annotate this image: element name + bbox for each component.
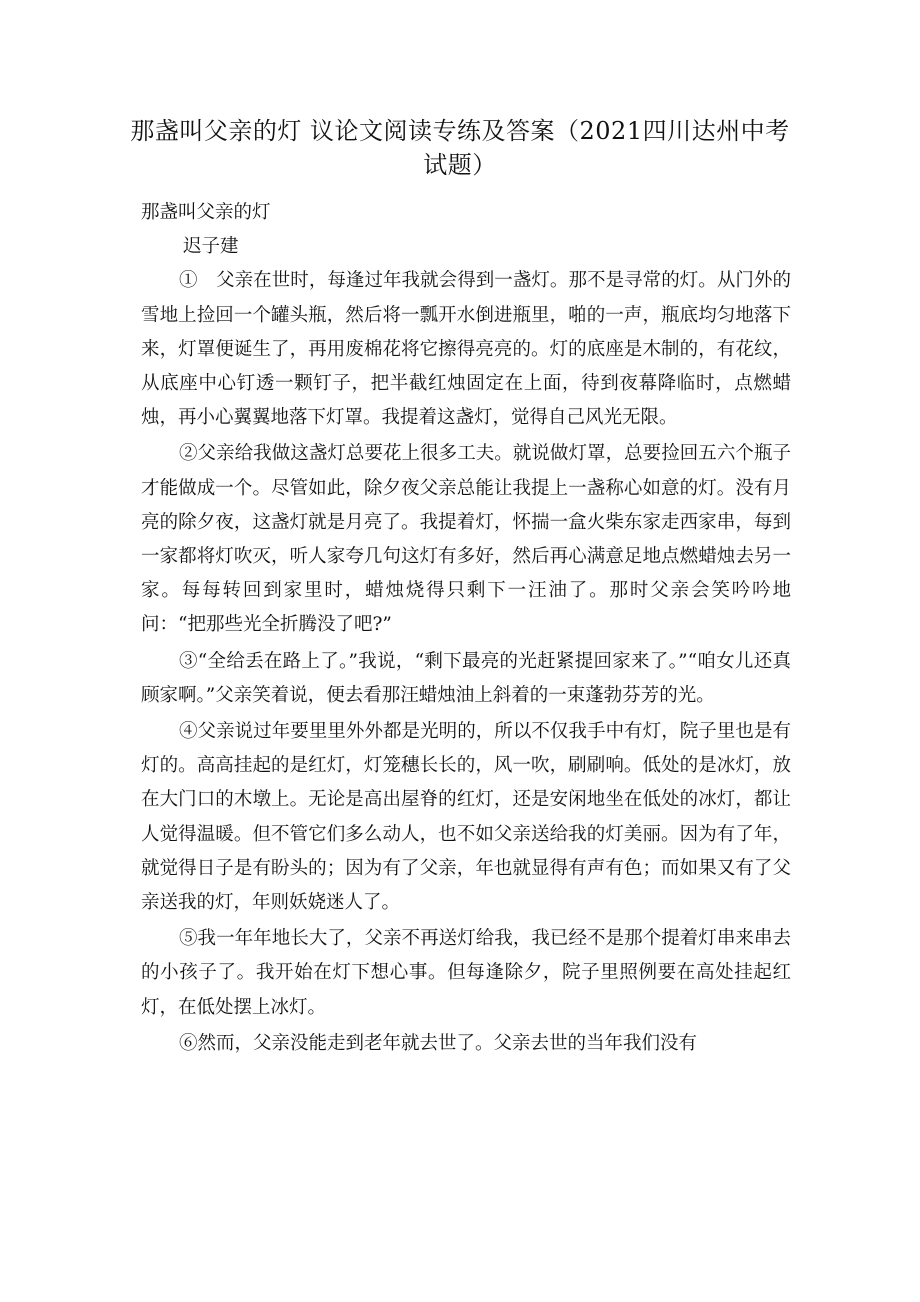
paragraph-3: ③“全给丢在路上了。”我说，“剩下最亮的光赶紧提回家来了。”“咱女儿还真顾家啊。”父亲笑着说，便去看那汪蜡烛油上斜着的一束蓬勃芬芳的光。 bbox=[141, 650, 791, 706]
paragraph-4: ④父亲说过年要里里外外都是光明的，所以不仅我手中有灯，院子里也是有灯的。高高挂起的是红灯，灯笼穗长长的，风一吹，刷刷响。低处的是冰灯，放在大门口的木墩上。无论是高出屋脊的红灯，还是安闲地坐在低处的冰灯，都让人觉得温暖。但不管它们多么动人，也不如父亲送给我的灯美丽。因为有了年，就觉得日子是有盼头的；因为有了父亲，年也就显得有声有色；而如果又有了父亲送我的灯，年则妖娆迷人了。 bbox=[141, 721, 791, 914]
article-title: 那盏叫父亲的灯 bbox=[141, 202, 271, 223]
paragraph-6: ⑥然而，父亲没能走到老年就去世了。父亲去世的当年我们没有 bbox=[179, 1032, 698, 1054]
paragraph-5: ⑤我一年年地长大了，父亲不再送灯给我，我已经不是那个提着灯串来串去的小孩子了。我开始在灯下想心事。但每逢除夕，院子里照例要在高处挂起红灯，在低处摆上冰灯。 bbox=[141, 928, 791, 1018]
article-author: 迟子建 bbox=[183, 236, 239, 258]
page-title: 那盏叫父亲的灯 议论文阅读专练及答案（2021四川达州中考试题） bbox=[130, 117, 790, 179]
paragraph-1: ① 父亲在世时，每逢过年我就会得到一盏灯。那不是寻常的灯。从门外的雪地上捡回一个罐头瓶，然后将一瓢开水倒进瓶里，啪的一声，瓶底均匀地落下来，灯罩便诞生了，再用废棉花将它擦得亮亮的。灯的底座是木制的，有花纹，从底座中心钉透一颗钉子，把半截红烛固定在上面，待到夜幕降临时，点燃蜡烛，再小心翼翼地落下灯罩。我提着这盏灯，觉得自己风光无限。 bbox=[141, 270, 791, 429]
paragraph-2: ②父亲给我做这盏灯总要花上很多工夫。就说做灯罩，总要捡回五六个瓶子才能做成一个。尽管如此，除夕夜父亲总能让我提上一盏称心如意的灯。没有月亮的除夕夜，这盏灯就是月亮了。我提着灯，怀揣一盒火柴东家走西家串，每到一家都将灯吹灭，听人家夸几句这灯有多好，然后再心满意足地点燃蜡烛去另一家。每每转回到家里时，蜡烛烧得只剩下一汪油了。那时父亲会笑吟吟地问：“把那些光全折腾没了吧?” bbox=[141, 443, 791, 636]
article-body bbox=[141, 196, 791, 1061]
